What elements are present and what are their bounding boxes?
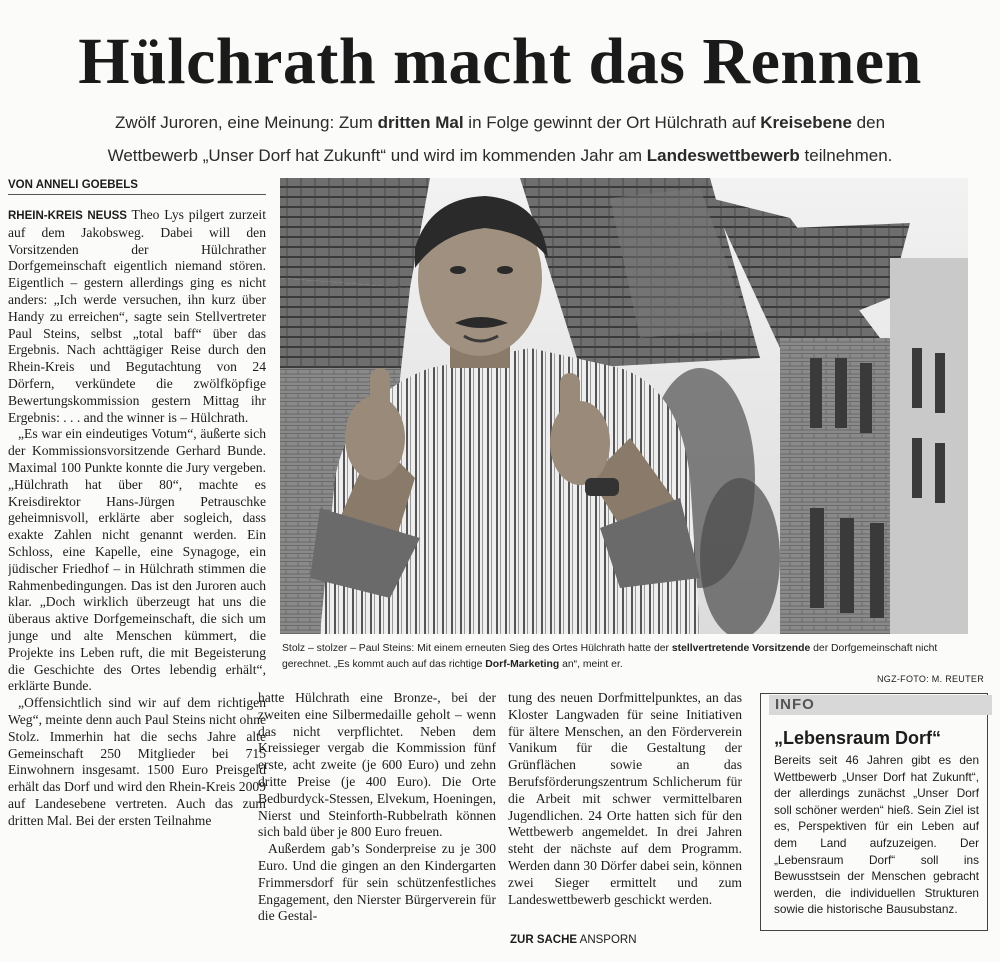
article-paragraph: tung des neuen Dorfmittelpunktes, an das Kloster Langwaden für seine Initiativen für ältere Menschen, an den Förderverein Vanikum für die Gestaltung der Grünflächen sowie an das Berufsförderungszentrum Schlicherum für die Arbeit mit schwer vermittelbaren Jugendlichen. 24 Orte hatten sich für den Wettbewerb angemeldet. In drei Jahren steht der nächste auf dem Programm. Werden dann 30 Dörfer dabei sein, können zwei Sieger ermittelt und zum Landeswettbewerb geschickt werden. bbox=[508, 690, 742, 907]
article-paragraph: RHEIN-KREIS NEUSS Theo Lys pilgert zurzeit auf dem Jakobsweg. Dabei will den Vorsitzenden der Hülchrather Dorfgemeinschaft eigentlich niemand stören. Eigentlich – gestern allerdings ging es nicht anders: „Ich werde versuchen, ihn kurz über Handy zu erreichen“, sagte sein Stellvertreter Paul Steins, selbst „total baff“ über das Ergebnis. Nach achttägiger Reise durch den Rhein-Kreis und Begutachtung von 24 Dörfern, verkündete die zwölfköpfige Bewertungskommission gestern Mittag ihr Ergebnis: . . . and the winner is – Hülchrath. bbox=[8, 207, 266, 425]
article-paragraph: „Es war ein eindeutiges Votum“, äußerte sich der Kommissionsvorsitzende Gerhard Bunde. Maximal 100 Punkte konnte die Jury vergeben. „Hülchrath hat über 80“, machte es Kreisdirektor Hans-Jürgen Petrauschke geheimnisvoll, erklärte aber sogleich, dass exakte Zahlen nicht genannt werden. Ein Schloss, eine Kapelle, eine Synagoge, ein jüdischer Friedhof – in Hülchrath stimmen die Rahmenbedingungen. Das ist den Juroren auch klar. „Doch wirklich überzeugt hat uns die überaus aktive Dorfgemeinschaft, die sich um junge und alte Menschen kümmert, die Projekte ins Leben ruft, die mit Begeisterung die Geschichte des Ortes lebendig erhält“, erklärte Bunde. bbox=[8, 426, 266, 694]
article-paragraph: Außerdem gab’s Sonderpreise zu je 300 Euro. Und die gingen an den Kindergarten Frimmersdorf für sein schützenfestliches Engagement, den Nierster Bürgerverein für die Gestal- bbox=[258, 841, 496, 924]
article-column-3 bbox=[508, 690, 742, 958]
headline: Hülchrath macht das Rennen bbox=[78, 25, 922, 98]
news-photo bbox=[280, 178, 968, 634]
photo-caption: Stolz – stolzer – Paul Steins: Mit einem erneuten Sieg des Ortes Hülchrath hatte der stellvertretende Vorsitzende der Dorfgemeinschaft nicht gerechnet. „Es kommt auch auf das richtige Dorf-Marketing an“, meint er. bbox=[282, 643, 938, 670]
article-paragraph: „Offensichtlich sind wir auf dem richtigen Weg“, meinte denn auch Paul Steins nicht ohne Stolz. Immerhin hat die sechs Jahre alte Gemeinschaft 250 Mitglieder bei 715 Einwohnern insgesamt. 1500 Euro Preisgeld erhält das Dorf und wird den Rhein-Kreis 2009 auf Landesebene vertreten. Auch das zum dritten Mal. Bei der ersten Teilnahme bbox=[8, 695, 266, 828]
info-box bbox=[760, 693, 988, 931]
info-title: „Lebensraum Dorf“ bbox=[774, 728, 942, 748]
dateline: RHEIN-KREIS NEUSS bbox=[8, 210, 127, 222]
byline: VON ANNELI GOEBELS bbox=[8, 179, 266, 195]
article-column-1 bbox=[8, 207, 266, 957]
info-tag: INFO bbox=[769, 695, 992, 715]
article-paragraph: hatte Hülchrath eine Bronze-, bei der zweiten eine Silbermedaille geholt – wenn das nicht verpflichtet. Neben dem Kreissieger vergab die Kommission fünf erste, acht zweite (je 600 Euro) und zehn dritte Preise (je 400 Euro). Die Orte Bedburdyck-Stessen, Elvekum, Hoeningen, Nierst und Steinforth-Rubbelrath können sich bald über je 800 Euro freuen. bbox=[258, 690, 496, 840]
info-text: Bereits seit 46 Jahren gibt es den Wettbewerb „Unser Dorf hat Zukunft“, der allerdings zunächst „Unser Dorf soll schöner werden“ hieß. Sein Ziel ist es, Perspektiven für ein Leben auf dem Land aufzuzeigen. Der „Lebensraum Dorf“ soll ins Bewusstsein der Menschen gebracht werden, die individuellen Strukturen sowie die historische Bausubstanz. bbox=[774, 753, 979, 917]
photo-credit: NGZ-FOTO: M. REUTER bbox=[876, 674, 984, 684]
zur-sache-reference: ZUR SACHE ANSPORN bbox=[510, 934, 637, 946]
article-column-2 bbox=[258, 690, 496, 958]
subheadline: Zwölf Juroren, eine Meinung: Zum dritten Mal in Folge gewinnt der Ort Hülchrath auf Kreisebene den Wettbewerb „Unser Dorf hat Zukunft“ und wird im kommenden Jahr am Landeswettbewerb teilnehmen. bbox=[107, 113, 893, 165]
photo-illustration bbox=[280, 178, 968, 634]
